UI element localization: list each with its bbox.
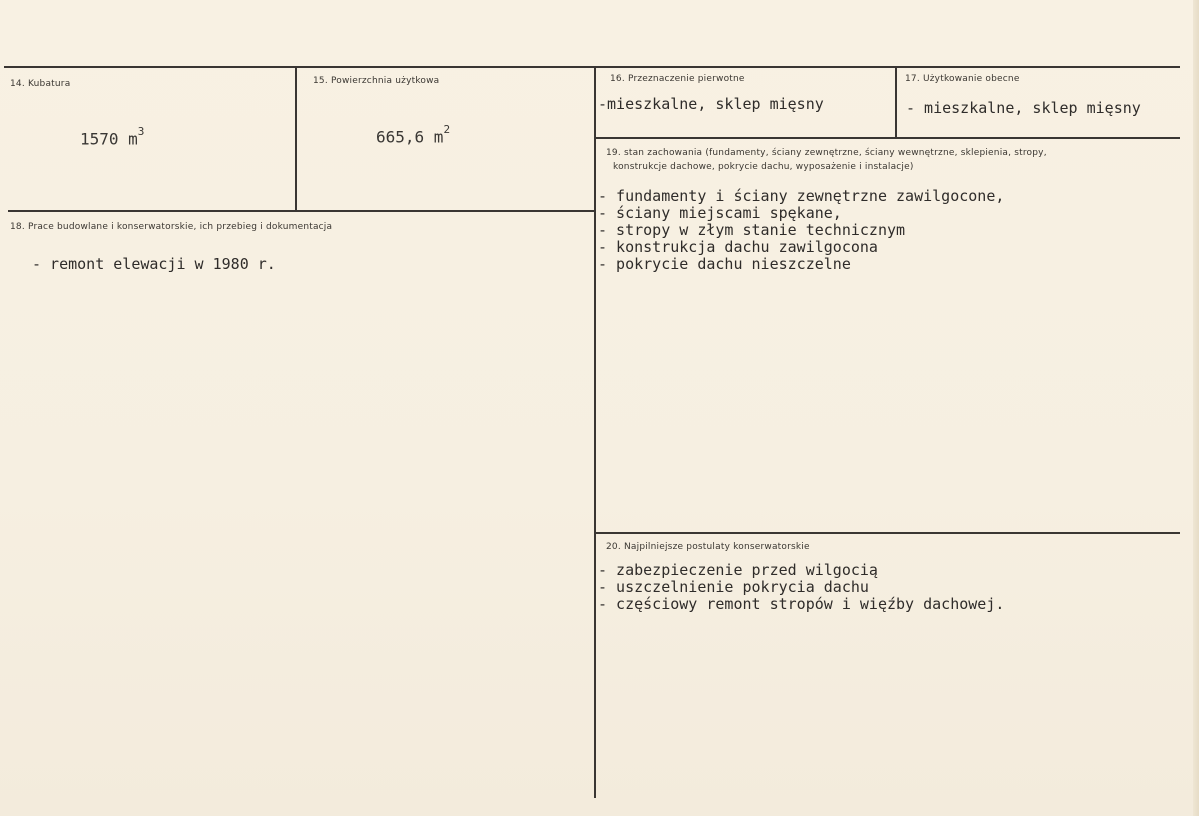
stan-list: [598, 188, 1004, 273]
kubatura-number: 1570 m: [80, 129, 138, 149]
uzytkowanie-value: - mieszkalne, sklep mięsny: [906, 99, 1141, 117]
rule-above-20: [596, 532, 1180, 534]
postulaty-item: - częściowy remont stropów i więźby dachowej.: [598, 595, 1005, 613]
postulaty-item: - zabezpieczenie przed wilgocią: [598, 561, 878, 579]
rule-under-14-15: [8, 210, 594, 212]
divider-col-16-17: [895, 68, 897, 138]
card-edge: [1193, 0, 1199, 816]
powierzchnia-unit-exponent: 2: [443, 123, 451, 136]
stan-item: - fundamenty i ściany zewnętrzne zawilgocone,: [598, 187, 1005, 205]
kubatura-label: 14. Kubatura: [10, 79, 71, 89]
uzytkowanie-label: 17. Użytkowanie obecne: [905, 74, 1020, 84]
stan-label-line2: konstrukcje dachowe, pokrycie dachu, wyposażenie i instalacje): [613, 162, 914, 172]
divider-col-14-15: [295, 68, 297, 212]
powierzchnia-value: [376, 123, 451, 147]
stan-item: - ściany miejscami spękane,: [598, 204, 842, 222]
kubatura-value: [80, 125, 145, 149]
stan-label-line1: 19. stan zachowania (fundamenty, ściany zewnętrzne, ściany wewnętrzne, sklepienia, stropy,: [606, 148, 1047, 158]
prace-value: - remont elewacji w 1980 r.: [32, 255, 276, 273]
powierzchnia-label: 15. Powierzchnia użytkowa: [313, 76, 440, 86]
postulaty-list: [598, 562, 1004, 613]
przeznaczenie-label: 16. Przeznaczenie pierwotne: [610, 74, 745, 84]
powierzchnia-number: 665,6 m: [376, 127, 444, 147]
rule-under-16-17: [596, 137, 1180, 139]
top-rule: [4, 66, 1180, 68]
postulaty-item: - uszczelnienie pokrycia dachu: [598, 578, 869, 596]
prace-label: 18. Prace budowlane i konserwatorskie, ich przebieg i dokumentacja: [10, 222, 333, 232]
stan-item: - konstrukcja dachu zawilgocona: [598, 238, 878, 256]
przeznaczenie-value: -mieszkalne, sklep mięsny: [598, 95, 824, 113]
stan-item: - stropy w złym stanie technicznym: [598, 221, 906, 239]
kubatura-unit-exponent: 3: [137, 125, 145, 138]
stan-item: - pokrycie dachu nieszczelne: [598, 255, 851, 273]
postulaty-label: 20. Najpilniejsze postulaty konserwatorskie: [606, 542, 810, 552]
divider-main-vertical: [594, 68, 596, 798]
